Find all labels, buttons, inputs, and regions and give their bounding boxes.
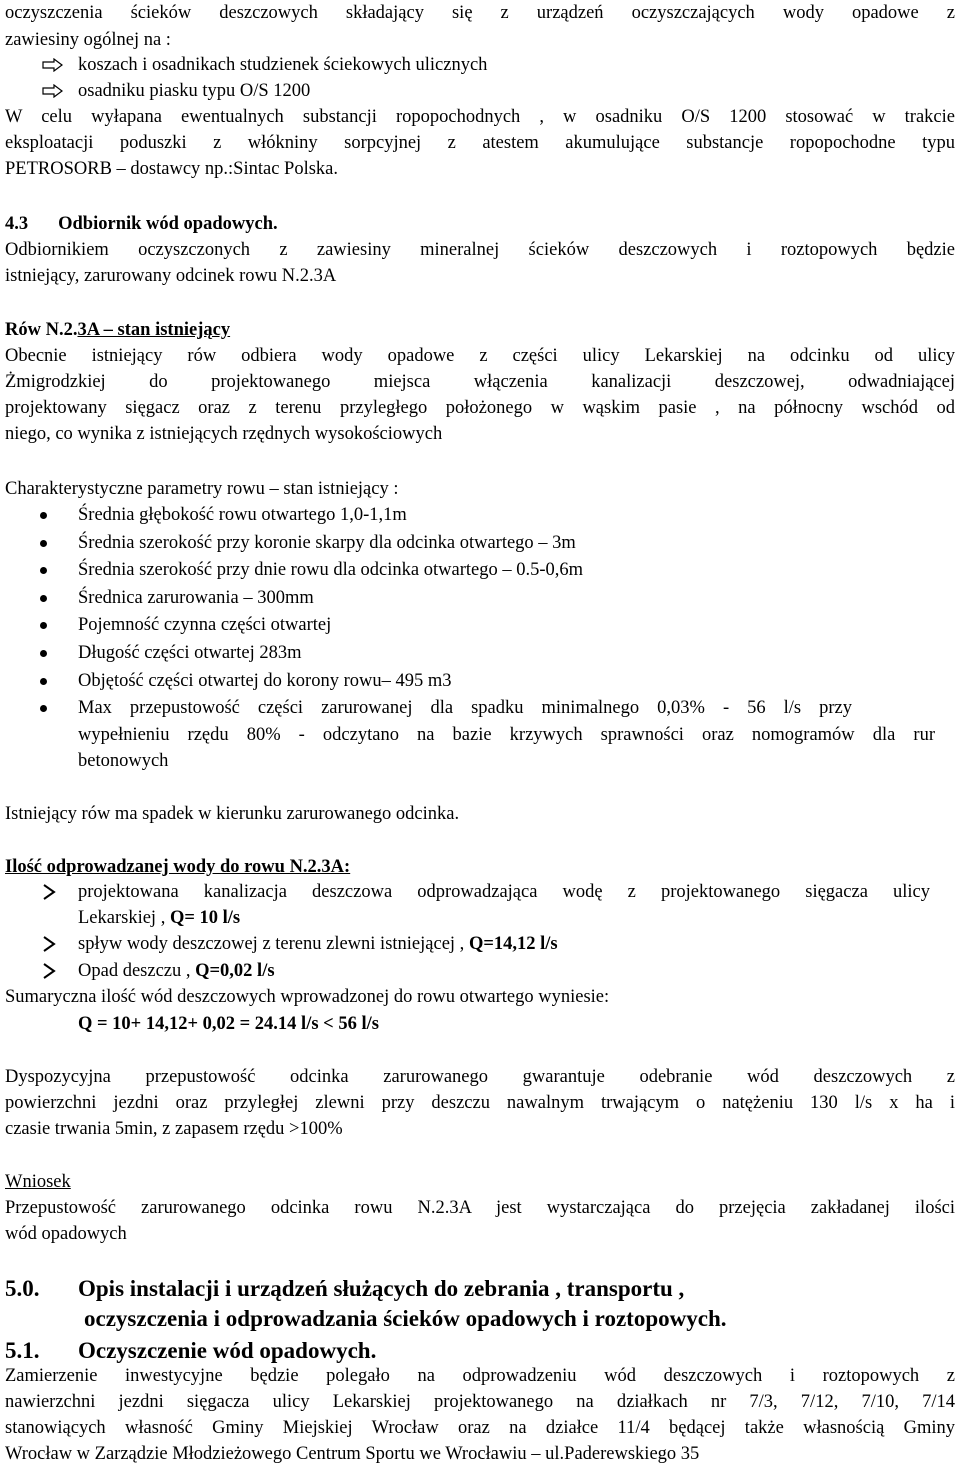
outline-arrow-icon [42,84,64,103]
intro-para-line-2: eksploatacji poduszki z włókniny sorpcyjnej z atestem akumulujące substancje ropopochodne typu [5,133,955,153]
row-para-line-3: projektowany sięgacz oraz z terenu przyległego położonego w wąskim pasie , na północny wschód od [5,398,955,418]
intro-line-1: oczyszczenia ścieków deszczowych składający się z urządzeń oczyszczających wody opadowe z [5,3,955,23]
param-item: Średnia szerokość przy dnie rowu dla odcinka otwartego – 0.5-0,6m [78,560,584,580]
capacity-line-2: powierzchni jezdni oraz przyległej zlewni przy deszczu nawalnym trwającym o natężeniu 130 l/s x ha i [5,1093,955,1113]
row-para-line-2: Żmigrodzkiej do projektowanego miejsca włączenia kanalizacji deszczowej, odwadniającej [5,372,955,392]
flow-item-3-text: Opad deszczu , [78,961,196,981]
conclusion-line-2: wód opadowych [5,1224,127,1244]
section-5-1-title: Oczyszczenie wód opadowych. [78,1338,377,1363]
params-heading: Charakterystyczne parametry rowu – stan istniejący : [5,479,399,499]
section-number: 4.3 [5,214,29,234]
section-5-1-number: 5.1. [5,1338,40,1363]
s51-para-line-3: stanowiących własność Gminy Miejskiej Wrocław oraz na działce 11/4 będącej także własnością Gminy [5,1418,955,1438]
bullet-icon [40,512,47,519]
capacity-line-1: Dyspozycyjna przepustowość odcinka zarurowanego gwarantuje odebranie wód deszczowych z [5,1067,955,1087]
param-item: Max przepustowość części zarurowanej dla spadku minimalnego 0,03% - 56 l/s przy [78,698,852,718]
flow-item-3 [78,962,955,981]
s51-para-line-2: nawierzchni jezdni sięgacza ulicy Lekarskiej projektowanego na działkach nr 7/3, 7/12, 7/10, 7/14 [5,1392,955,1412]
row-para-line-1: Obecnie istniejący rów odbiera wody opadowe z części ulicy Lekarskiej na odcinku od ulicy [5,346,955,366]
bullet-icon [40,567,47,574]
param-item-continuation: wypełnieniu rzędu 80% - odczytano na bazie krzywych sprawności oraz nomogramów dla rur [78,725,935,745]
row-para-line-4: niego, co wynika z istniejących rzędnych wysokościowych [5,424,443,444]
flow-item-2-text: spływ wody deszczowej z terenu zlewni istniejącej , [78,934,469,954]
sum-text: Sumaryczna ilość wód deszczowych wprowadzonej do rowu otwartego wyniesie: [5,987,610,1007]
section-4-3-heading [5,215,955,234]
intro-para-line-3: PETROSORB – dostawcy np.:Sintac Polska. [5,159,339,179]
flow-item-2 [78,935,955,954]
capacity-line-3: czasie trwania 5min, z zapasem rzędu >100% [5,1119,343,1139]
param-item: Pojemność czynna części otwartej [78,615,332,635]
arrowhead-icon [42,936,56,957]
flow-item-1-text: Lekarskiej , [78,908,170,928]
row-heading-plain: Rów N.2. [5,320,78,340]
flow-heading: Ilość odprowadzanej wody do rowu N.2.3A: [5,857,351,877]
section-5-0-title-line-1: Opis instalacji i urządzeń służących do zebrania , transportu , [78,1276,685,1301]
sum-formula: Q = 10+ 14,12+ 0,02 = 24.14 l/s < 56 l/s [78,1014,379,1034]
arrowhead-icon [42,963,56,984]
arrow-item-2: osadniku piasku typu O/S 1200 [78,81,311,101]
param-item: Średnia szerokość przy koronie skarpy dla odcinka otwartego – 3m [78,533,576,553]
param-item: Objętość części otwartej do korony rowu– 495 m3 [78,671,452,691]
outline-arrow-icon [42,58,64,77]
row-heading [5,321,955,340]
bullet-icon [40,622,47,629]
flow-item-3-value: Q=0,02 l/s [195,961,275,981]
param-item-continuation: betonowych [78,751,169,771]
bullet-icon [40,678,47,685]
param-item: Długość części otwartej 283m [78,643,302,663]
row-heading-underlined: 3A – stan istniejący [77,320,231,340]
arrow-item-1: koszach i osadnikach studzienek ściekowych ulicznych [78,55,488,75]
arrowhead-icon [42,884,56,905]
flow-item-1-line-2 [78,909,955,928]
flow-item-2-value: Q=14,12 l/s [468,934,558,954]
intro-para-line-1: W celu wyłapana ewentualnych substancji ropopochodnych , w osadniku O/S 1200 stosować w trakcie [5,107,955,127]
bullet-icon [40,650,47,657]
flow-item-1-value: Q= 10 l/s [169,908,241,928]
param-item: Średnica zarurowania – 300mm [78,588,314,608]
s43-para-line-1: Odbiornikiem oczyszczonych z zawiesiny mineralnej ścieków deszczowych i roztopowych będzie [5,240,955,260]
param-item: Średnia głębokość rowu otwartego 1,0-1,1m [78,505,407,525]
conclusion-line-1: Przepustowość zarurowanego odcinka rowu N.2.3A jest wystarczająca do przejęcia zakładanej ilości [5,1198,955,1218]
section-5-0-title-line-2: oczyszczenia i odprowadzania ścieków opadowych i roztopowych. [84,1306,727,1331]
bullet-icon [40,705,47,712]
section-5-0-number: 5.0. [5,1276,40,1301]
bullet-icon [40,595,47,602]
s51-para-line-4: Wrocław w Zarządzie Młodzieżowego Centrum Sportu we Wrocławiu – ul.Paderewskiego 35 [5,1444,700,1464]
bullet-icon [40,540,47,547]
s43-para-line-2: istniejący, zarurowany odcinek rowu N.2.3A [5,266,337,286]
s51-para-line-1: Zamierzenie inwestycyjne będzie polegało na odprowadzeniu wód deszczowych i roztopowych z [5,1366,955,1386]
conclusion-heading: Wniosek [5,1172,71,1192]
section-title: Odbiornik wód opadowych. [58,214,278,234]
intro-line-2: zawiesiny ogólnej na : [5,30,171,50]
slope-note: Istniejący rów ma spadek w kierunku zarurowanego odcinka. [5,804,460,824]
flow-item-1-line-1: projektowana kanalizacja deszczowa odprowadzająca wodę z projektowanego sięgacza ulicy [78,882,930,902]
